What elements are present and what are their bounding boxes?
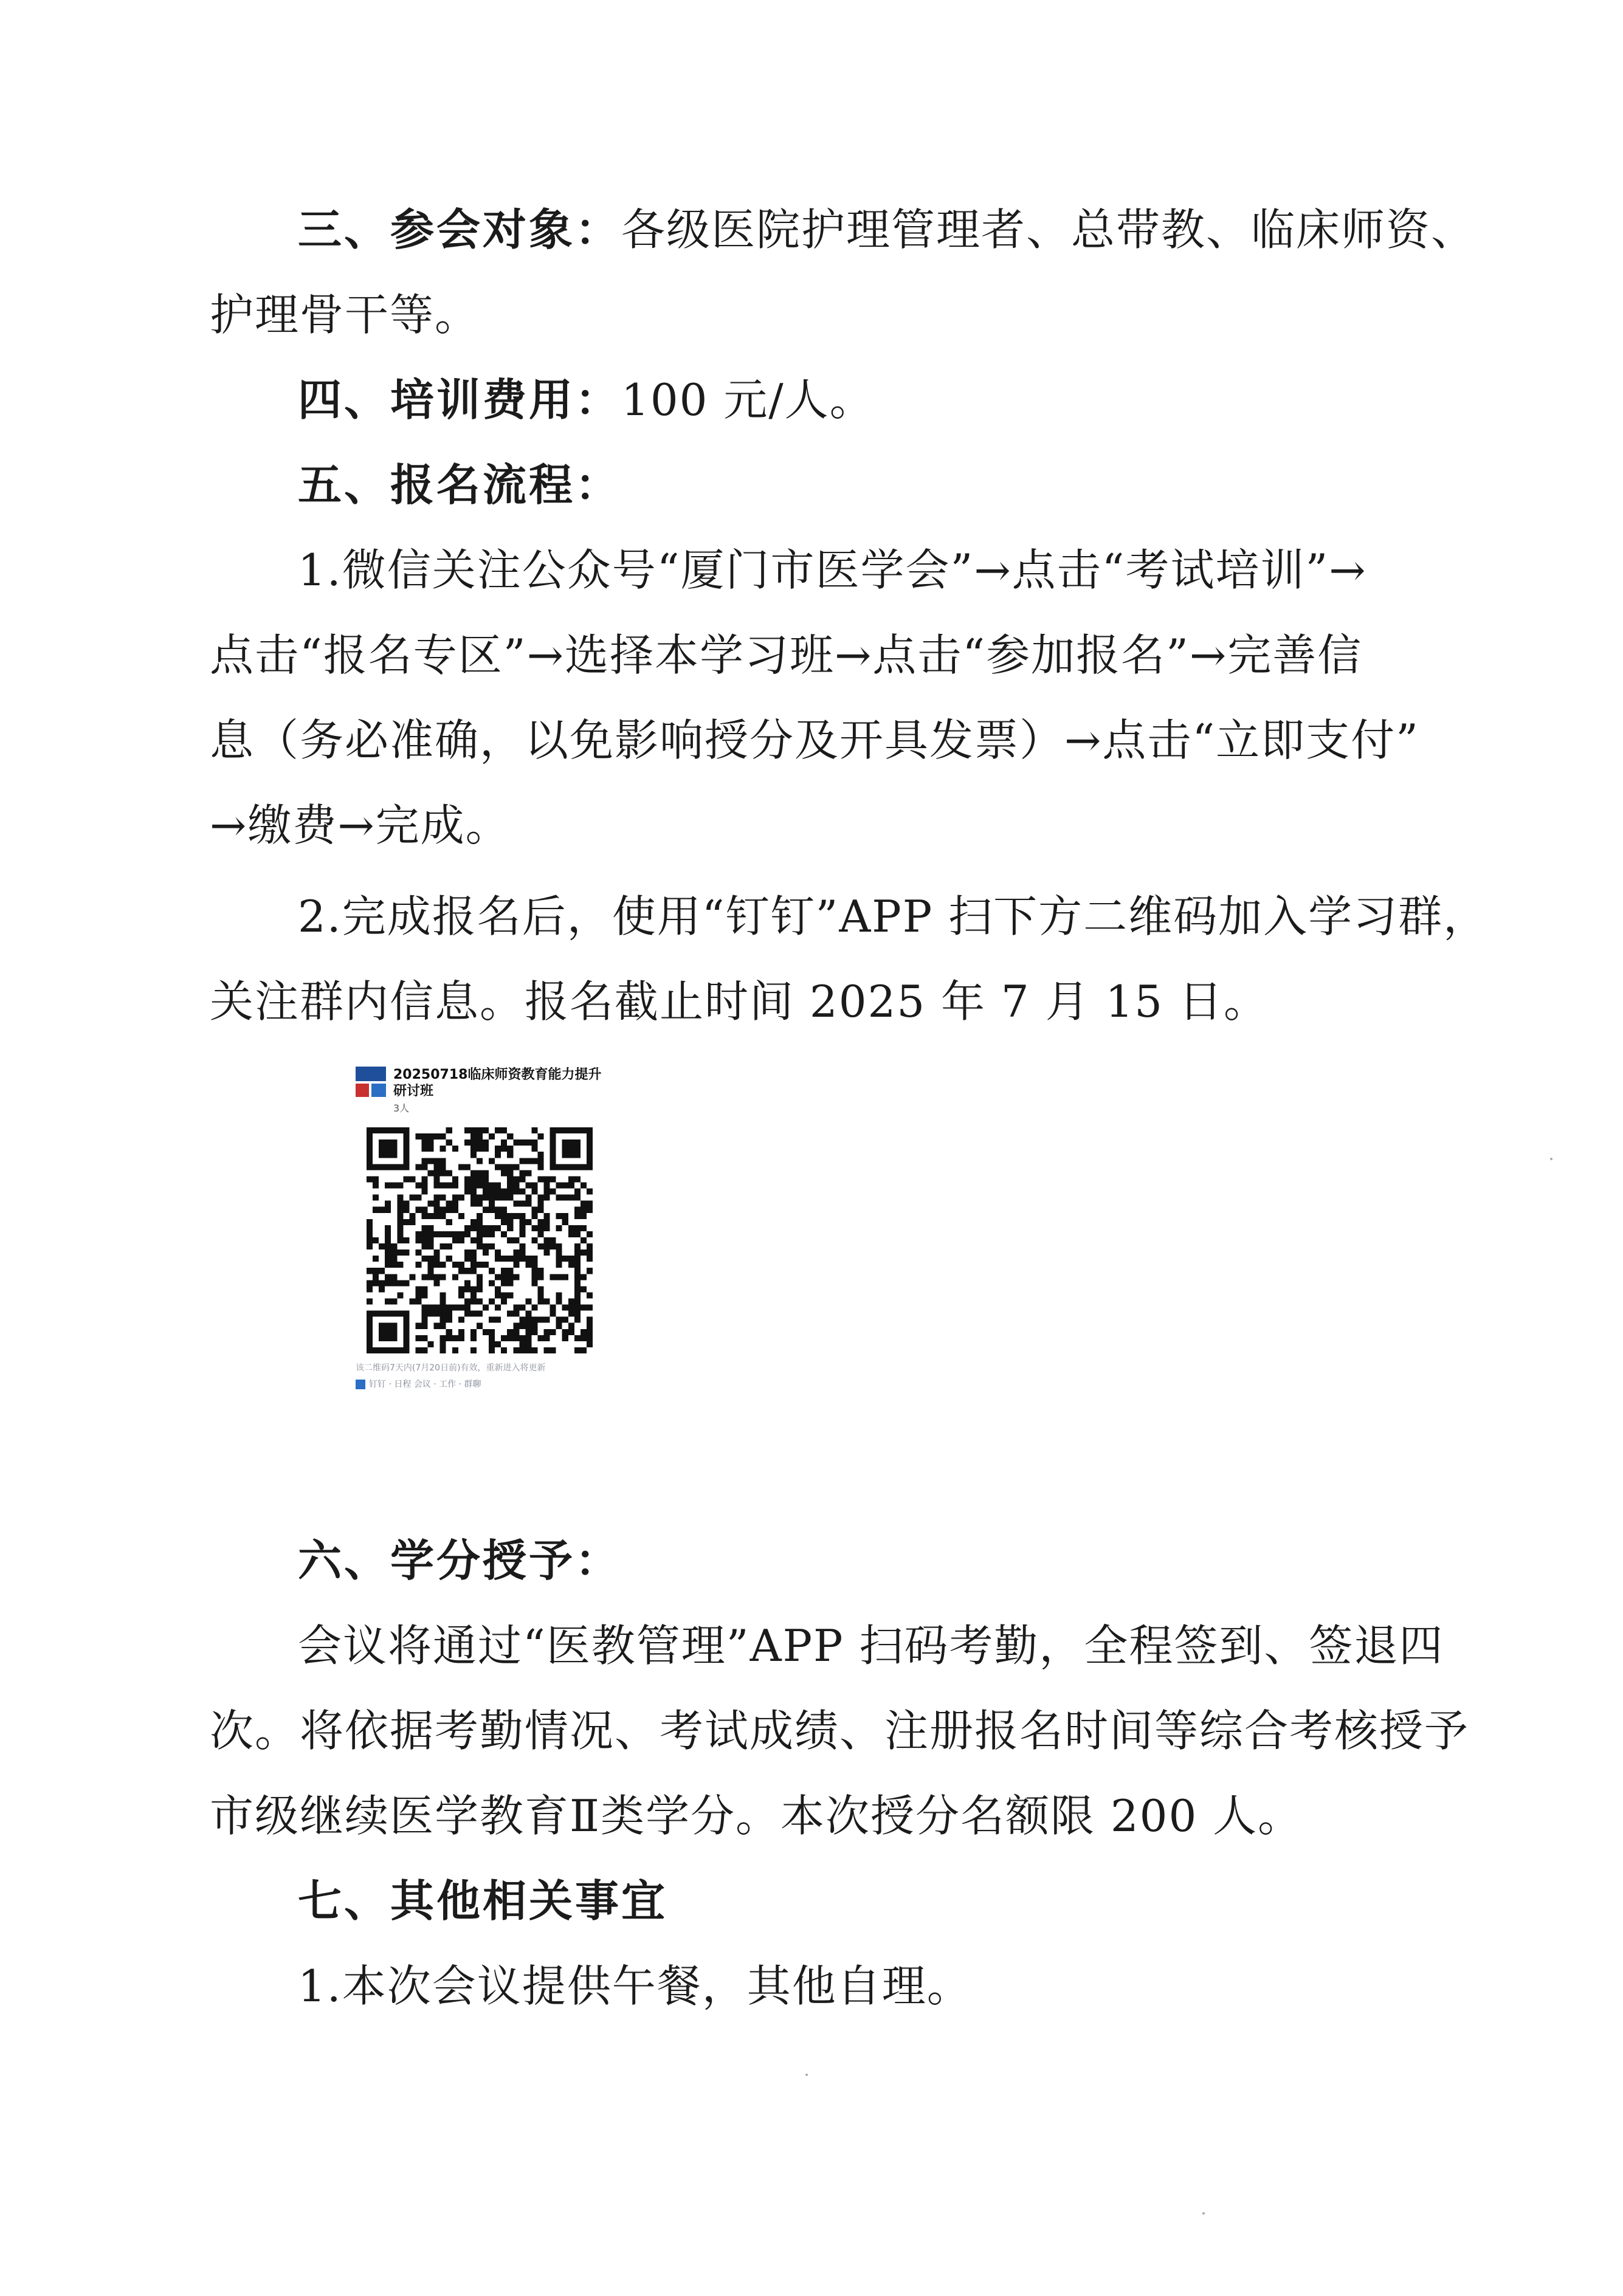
section-6-line-1: 会议将通过“医教管理”APP 扫码考勤，全程签到、签退四 xyxy=(298,1620,1444,1671)
section-4-text: 100 元/人。 xyxy=(621,374,875,425)
group-member-count: 3人 xyxy=(393,1102,410,1114)
qr-validity-note: 该二维码7天内(7月20日前)有效，重新进入将更新 xyxy=(356,1363,546,1373)
section-3-heading: 三、参会对象： xyxy=(298,204,622,255)
section-4-heading: 四、培训费用： xyxy=(298,374,622,425)
section-7-heading: 七、其他相关事宜 xyxy=(298,1875,668,1927)
section-5-step2-line-2: 关注群内信息。报名截止时间 2025 年 7 月 15 日。 xyxy=(210,976,1269,1027)
group-logo-icon xyxy=(356,1067,386,1098)
section-6-line-3: 市级继续医学教育Ⅱ类学分。本次授分名额限 200 人。 xyxy=(210,1790,1303,1841)
section-6-line-2: 次。将依据考勤情况、考试成绩、注册报名时间等综合考核授予 xyxy=(210,1705,1470,1756)
qr-app-footer-text: 钉钉 · 日程 会议 · 工作 · 群聊 xyxy=(369,1380,481,1389)
qr-app-footer xyxy=(356,1378,602,1390)
section-5-step1-line-1: 1.微信关注公众号“厦门市医学会”→点击“考试培训”→ xyxy=(298,545,1367,596)
qr-code-card xyxy=(356,1067,602,1398)
section-5-step1-line-3: 息（务必准确，以免影响授分及开具发票）→点击“立即支付” xyxy=(210,715,1419,766)
section-3-line-1 xyxy=(0,201,1623,259)
section-5-step1-line-2: 点击“报名专区”→选择本学习班→点击“参加报名”→完善信 xyxy=(210,630,1363,681)
qr-card-header xyxy=(356,1067,602,1118)
scan-speck xyxy=(805,2074,808,2076)
group-name: 20250718临床师资教育能力提升研讨班 xyxy=(393,1067,602,1099)
section-5-step1-line-4: →缴费→完成。 xyxy=(210,800,511,851)
section-5-step2-line-1: 2.完成报名后，使用“钉钉”APP 扫下方二维码加入学习群， xyxy=(298,891,1489,942)
section-6-heading: 六、学分授予： xyxy=(298,1535,622,1586)
section-4-line xyxy=(0,371,1623,429)
section-3-line-2: 护理骨干等。 xyxy=(210,289,480,340)
scan-speck xyxy=(1550,1158,1552,1160)
dingtalk-logo-icon xyxy=(356,1380,365,1389)
section-5-heading: 五、报名流程： xyxy=(298,459,622,510)
qr-code-icon[interactable] xyxy=(367,1127,593,1353)
section-3-text: 各级医院护理管理者、总带教、临床师资、 xyxy=(621,204,1477,255)
scan-speck xyxy=(1202,2212,1205,2215)
section-7-item-1: 1.本次会议提供午餐，其他自理。 xyxy=(298,1961,972,2012)
